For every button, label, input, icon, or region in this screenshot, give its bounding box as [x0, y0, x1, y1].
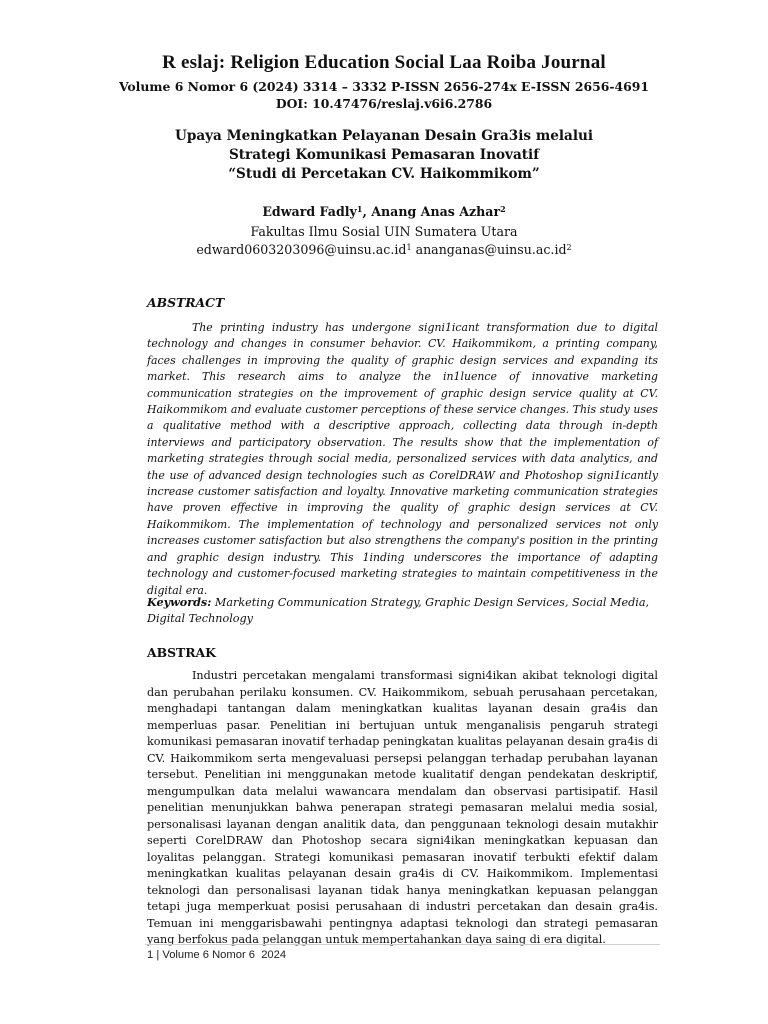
author-name: Edward Fadly: [262, 204, 357, 219]
author-affiliation-mark: 2: [500, 204, 506, 214]
author-name: Anang Anas Azhar: [371, 204, 501, 219]
journal-title: R eslaj: Religion Education Social Laa Roiba Journal: [162, 52, 606, 73]
author-affiliation-mark: 1: [356, 204, 363, 214]
email-link[interactable]: edward0603203096@uinsu.ac.id: [196, 242, 407, 257]
abstrak-heading: ABSTRAK: [147, 645, 216, 660]
email-mark: 1: [406, 243, 412, 252]
footer-divider: [145, 944, 660, 945]
author-separator: ,: [362, 204, 372, 219]
email-mark: 2: [566, 243, 572, 252]
paper-title-line-2: Strategi Komunikasi Pemasaran Inovatif: [228, 147, 540, 163]
page-footer: 1 | Volume 6 Nomor 6 2024: [147, 949, 287, 961]
abstract-body: The printing industry has undergone signi1icant transformation due to digital technology and changes in consumer behavior. CV. Haikommikom, a printing company, faces challenges in improving the quality of graphic design services and expanding its market. This research aims to analyze the in1luence of innovative marketing communication strategies on the improvement of graphic design service quality at CV. Haikommikom and evaluate customer perceptions of these service changes. This study uses a qualitative method with a descriptive approach, collecting data through in-depth interviews and participatory observation. The results show that the implementation of marketing strategies through social media, personalized services with data analytics, and the use of advanced design technologies such as CorelDRAW and Photoshop signi1icantly increase customer satisfaction and loyalty. Innovative marketing communication strategies have proven effective in improving the quality of graphic design services at CV. Haikommikom. The implementation of technology and personalized services not only increases customer satisfaction but also strengthens the company's position in the printing and graphic design industry. This 1inding underscores the importance of adapting technology and customer-focused marketing strategies to maintain competitiveness in the digital era.: [147, 321, 658, 597]
keywords-list: Marketing Communication Strategy, Graphic Design Services, Social Media, Digital Technology: [147, 596, 650, 626]
paper-title-line-3: “Studi di Percetakan CV. Haikommikom”: [228, 166, 540, 182]
paper-title-line-1: Upaya Meningkatkan Pelayanan Desain Gra3is melalui: [174, 128, 594, 144]
email-link[interactable]: ananganas@uinsu.ac.id: [415, 242, 567, 257]
keywords-paragraph: [147, 594, 662, 628]
abstrak-body: Industri percetakan mengalami transformasi signi4ikan akibat teknologi digital dan perubahan perilaku konsumen. CV. Haikommikom, sebuah perusahaan percetakan, menghadapi tantangan dalam meningkatkan kualitas layanan desain gra4is dan memperluas pasar. Penelitian ini bertujuan untuk menganalisis pengaruh strategi komunikasi pemasaran inovatif terhadap peningkatan kualitas pelayanan desain gra4is di CV. Haikommikom serta mengevaluasi persepsi pelanggan terhadap perubahan layanan tersebut. Penelitian ini menggunakan metode kualitatif dengan pendekatan deskriptif, mengumpulkan data melalui wawancara mendalam dan observasi partisipatif. Hasil penelitian menunjukkan bahwa penerapan strategi pemasaran melalui media sosial, personalisasi layanan dengan analitik data, dan penggunaan teknologi desain mutakhir seperti CorelDRAW dan Photoshop secara signi4ikan meningkatkan kepuasan dan loyalitas pelanggan. Strategi komunikasi pemasaran inovatif terbukti efektif dalam meningkatkan kualitas pelayanan desain gra4is di CV. Haikommikom. Implementasi teknologi dan personalisasi layanan tidak hanya meningkatkan kepuasan pelanggan tetapi juga memperkuat posisi perusahaan di industri percetakan dan desain gra4is. Temuan ini menggarisbawahi pentingnya adaptasi teknologi dan strategi pemasaran yang berfokus pada pelanggan untuk mempertahankan daya saing di era digital.: [147, 669, 658, 946]
keywords-label: Keywords:: [147, 595, 212, 609]
paper-title: [0, 127, 768, 184]
abstract-heading: ABSTRACT: [147, 295, 225, 310]
affiliation: Fakultas Ilmu Sosial UIN Sumatera Utara: [250, 224, 518, 239]
author-emails: [0, 242, 768, 257]
author-list: [0, 204, 768, 219]
journal-meta: [0, 79, 768, 112]
volume-issn-line: Volume 6 Nomor 6 (2024) 3314 – 3332 P-ISSN 2656-274x E-ISSN 2656-4691: [118, 79, 650, 94]
doi-line: DOI: 10.47476/reslaj.v6i6.2786: [275, 95, 493, 111]
